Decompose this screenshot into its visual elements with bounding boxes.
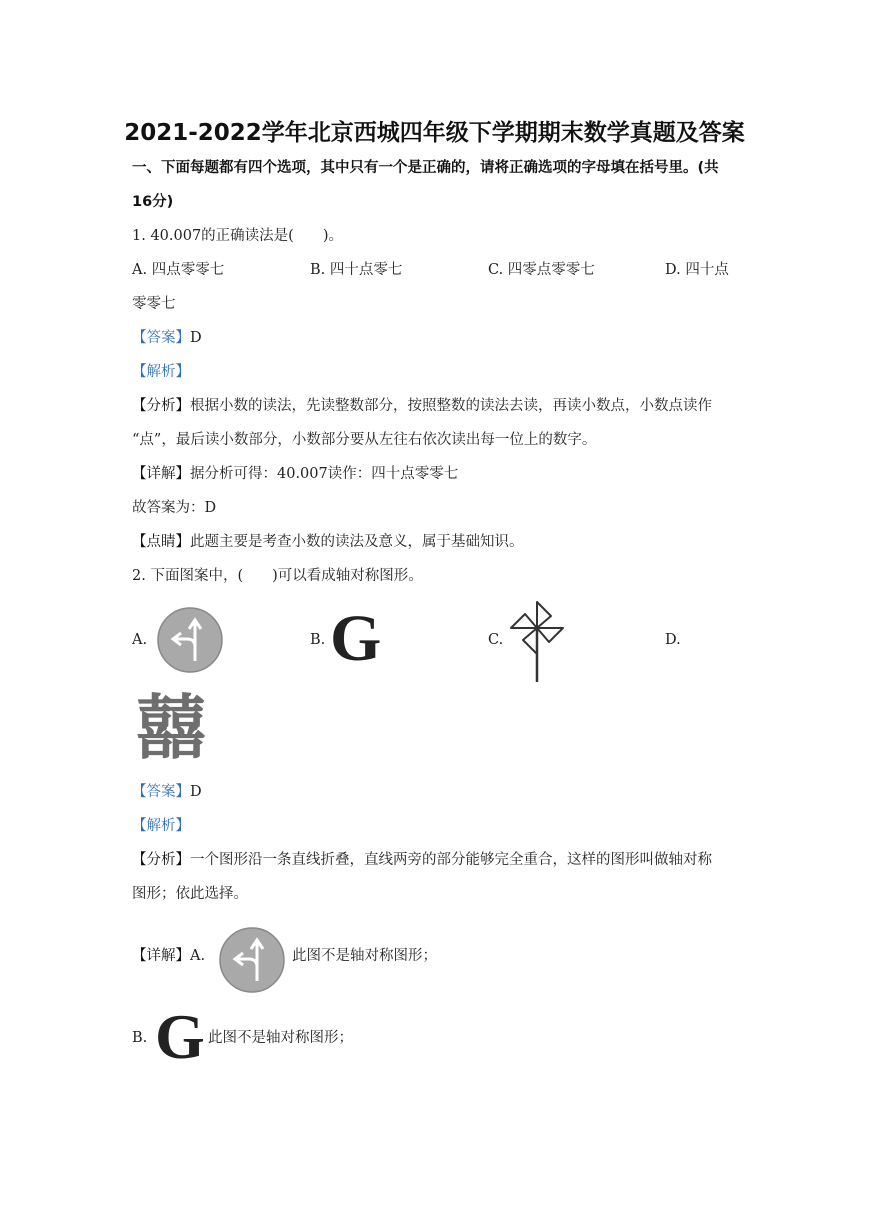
xiangjie-tag: 【详解】 (132, 466, 190, 482)
q1-xiangjie-line (132, 464, 458, 484)
page-title: 2021-2022学年北京西城四年级下学期期末数学真题及答案 (124, 120, 745, 146)
q2-answer: D (190, 784, 202, 800)
q1-jiexi-tag: 【解析】 (132, 364, 190, 380)
q1-answer-line (132, 328, 202, 348)
double-happiness-figure: 囍 (136, 687, 206, 769)
pinwheel-icon (505, 598, 569, 684)
turn-sign-icon (155, 605, 225, 675)
q2-fenxi-text: 一个图形沿一条直线折叠，直线两旁的部分能够完全重合，这样的图形叫做轴对称 (190, 852, 712, 868)
letter-g-figure: G (330, 602, 382, 675)
q2-fenxi-line2: 图形；依此选择。 (132, 886, 248, 902)
section-heading-line1: 一、下面每题都有四个选项，其中只有一个是正确的，请将正确选项的字母填在括号里。(共 (132, 160, 719, 176)
q2-label-d: D. (665, 632, 681, 648)
q2-xiangjie-b-label: B. (132, 1030, 148, 1046)
q2-label-b: B. (310, 632, 326, 648)
q1-answer: D (190, 330, 202, 346)
fenxi-tag: 【分析】 (132, 852, 190, 868)
q2-label-a: A. (132, 632, 148, 648)
q1-option-b: B. 四十点零七 (310, 262, 403, 278)
xiangjie-tag: 【详解】 (132, 948, 190, 964)
q2-fenxi-line1 (132, 850, 712, 870)
q2-label-c: C. (488, 632, 504, 648)
q1-option-a: A. 四点零零七 (132, 262, 225, 278)
q2-xiangjie-a-text: 此图不是轴对称图形； (292, 948, 437, 964)
q1-dianjing-text: 此题主要是考查小数的读法及意义，属于基础知识。 (190, 534, 524, 550)
q2-stem: 2. 下面图案中，( )可以看成轴对称图形。 (132, 568, 423, 584)
q1-xiangjie-text: 据分析可得：40.007读作：四十点零零七 (190, 466, 459, 482)
q2-xiangjie-b-text: 此图不是轴对称图形； (208, 1030, 353, 1046)
q2-xiangjie-a-label (132, 946, 205, 966)
q1-stem: 1. 40.007的正确读法是( )。 (132, 228, 343, 244)
dianjing-tag: 【点睛】 (132, 534, 190, 550)
q1-dianjing-line (132, 532, 524, 552)
q1-fenxi-line2: “点”，最后读小数部分，小数部分要从左往右依次读出每一位上的数字。 (132, 432, 597, 448)
answer-tag: 【答案】 (132, 784, 190, 800)
fenxi-tag: 【分析】 (132, 398, 190, 414)
q1-fenxi-line1 (132, 396, 712, 416)
q1-option-c: C. 四零点零零七 (488, 262, 595, 278)
q1-option-d: D. 四十点 (665, 262, 729, 278)
section-heading-line2: 16分) (132, 194, 174, 210)
answer-tag: 【答案】 (132, 330, 190, 346)
q1-conclusion: 故答案为：D (132, 500, 217, 516)
q1-option-d-continued: 零零七 (132, 296, 176, 312)
q2-answer-line (132, 782, 202, 802)
q2-xiangjie-a-letter: A. (190, 948, 206, 964)
letter-g-figure: G (155, 1001, 205, 1072)
q2-jiexi-tag: 【解析】 (132, 818, 190, 834)
turn-sign-icon (217, 925, 287, 995)
q1-fenxi-text: 根据小数的读法，先读整数部分，按照整数的读法去读，再读小数点，小数点读作 (190, 398, 712, 414)
